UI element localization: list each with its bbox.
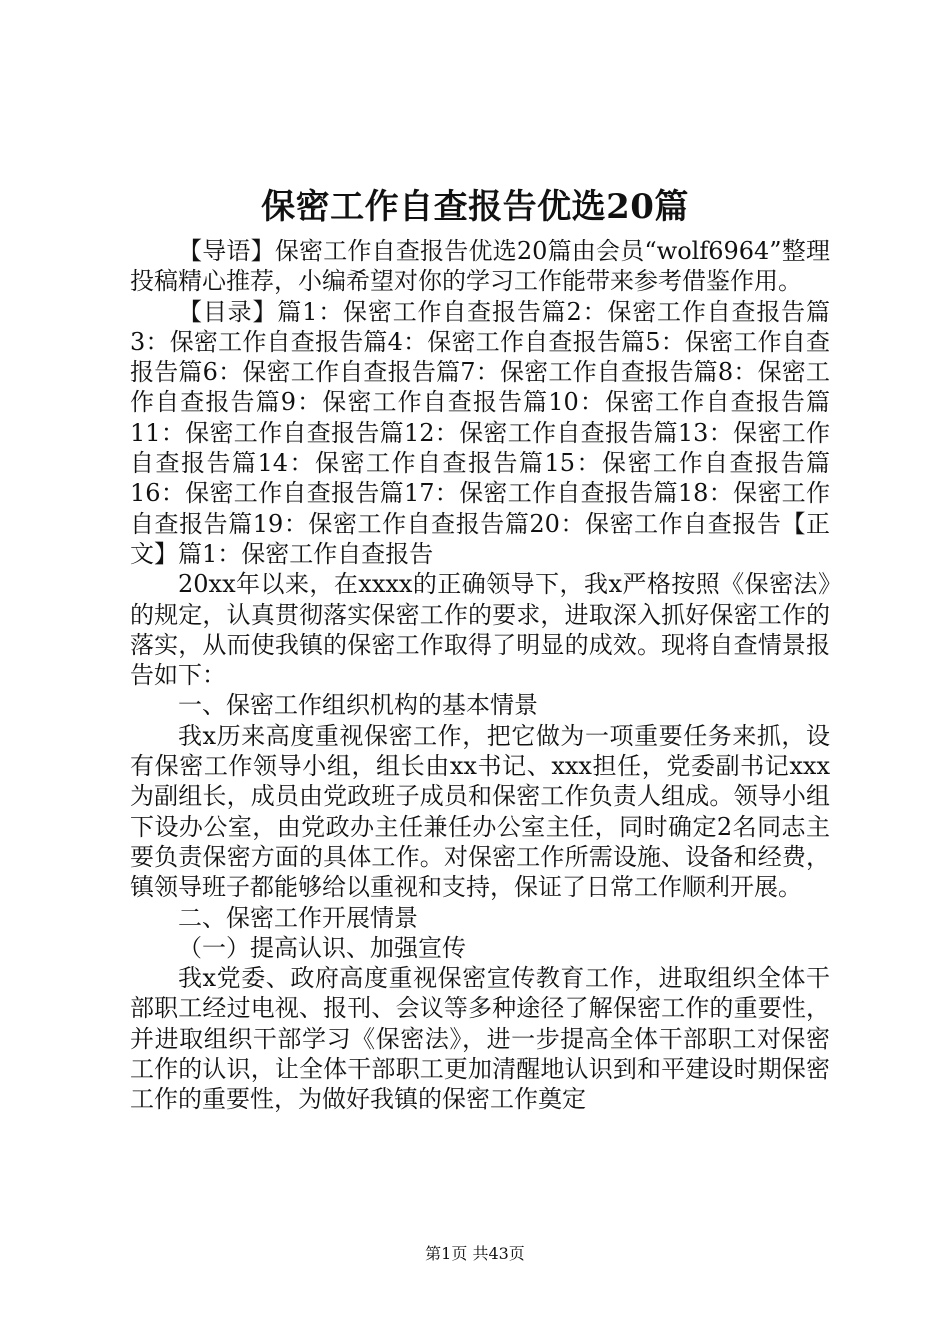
document-title: 保密工作自查报告优选20篇 — [261, 187, 689, 227]
paragraph-organization: 我x历来高度重视保密工作，把它做为一项重要任务来抓，设有保密工作领导小组，组长由xx书记、xxx担任，党委副书记xxx为副组长，成员由党政班子成员和保密工作负责人组成。领导小组下设办公室，由党政办主任兼任办公室主任，同时确定2名同志主要负责保密方面的具体工作。对保密工作所需设施、设备和经费，镇领导班子都能够给以重视和支持，保证了日常工作顺利开展。 — [130, 721, 830, 902]
subsection-heading-1: （一）提高认识、加强宣传 — [178, 933, 466, 962]
paragraph-opening: 20xx年以来，在xxxx的正确领导下，我x严格按照《保密法》的规定，认真贯彻落实保密工作的要求，进取深入抓好保密工作的落实，从而使我镇的保密工作取得了明显的成效。现将自查情景报告如下： — [130, 570, 830, 690]
section-heading-1: 一、保密工作组织机构的基本情景 — [178, 691, 538, 720]
paragraph-toc: 【目录】篇1：保密工作自查报告篇2：保密工作自查报告篇3：保密工作自查报告篇4：保密工作自查报告篇5：保密工作自查报告篇6：保密工作自查报告篇7：保密工作自查报告篇8：保密工作自查报告篇9：保密工作自查报告篇10：保密工作自查报告篇11：保密工作自查报告篇12：保密工作自查报告篇13：保密工作自查报告篇14：保密工作自查报告篇15：保密工作自查报告篇16：保密工作自查报告篇17：保密工作自查报告篇18：保密工作自查报告篇19：保密工作自查报告篇20：保密工作自查报告【正文】篇1：保密工作自查报告 — [130, 297, 830, 568]
document-body — [130, 236, 830, 1115]
paragraph-intro: 【导语】保密工作自查报告优选20篇由会员“wolf6964”整理投稿精心推荐，小编希望对你的学习工作能带来参考借鉴作用。 — [130, 237, 830, 296]
section-heading-2: 二、保密工作开展情景 — [178, 903, 418, 932]
page-number-footer: 第1页 共43页 — [425, 1244, 525, 1263]
paragraph-publicity: 我x党委、政府高度重视保密宣传教育工作，进取组织全体干部职工经过电视、报刊、会议等多种途径了解保密工作的重要性，并进取组织干部学习《保密法》，进一步提高全体干部职工对保密工作的认识，让全体干部职工更加清醒地认识到和平建设时期保密工作的重要性，为做好我镇的保密工作奠定 — [130, 964, 830, 1114]
